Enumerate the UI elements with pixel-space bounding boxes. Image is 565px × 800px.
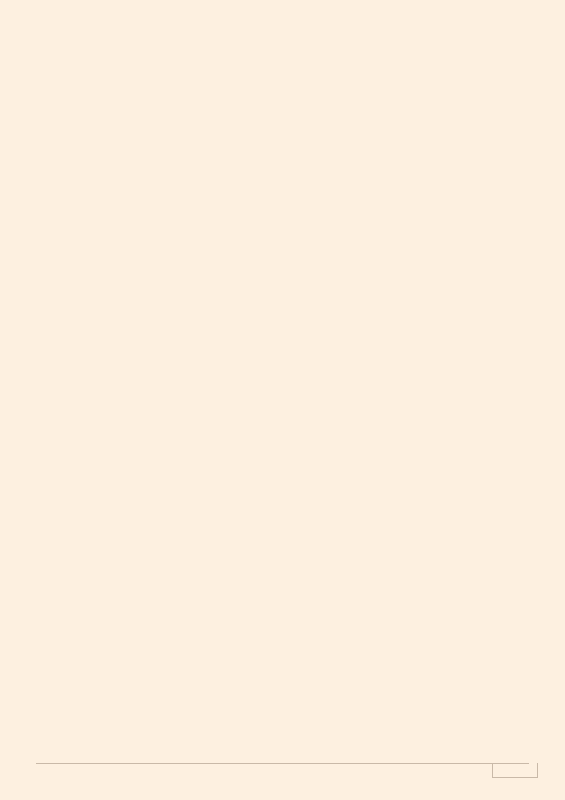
page-number — [492, 763, 538, 778]
footer-divider — [36, 763, 529, 764]
